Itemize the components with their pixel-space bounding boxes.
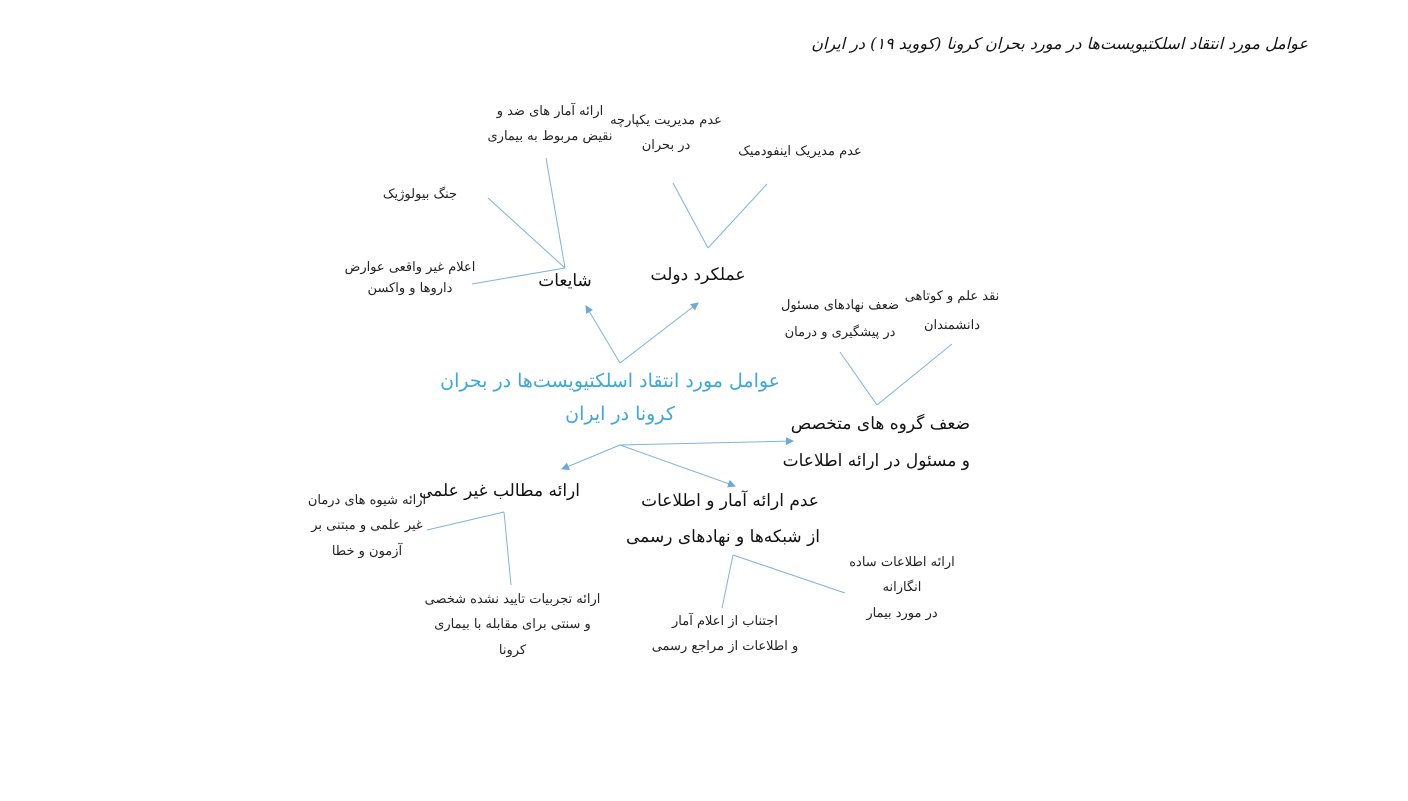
rumors-sub-statistics-line-2: نقیض مربوط به بیماری — [487, 128, 613, 144]
connector-statistics-sub1 — [722, 555, 733, 608]
connector-experts-sub2 — [877, 344, 952, 405]
government-sub-integrated-management-line-1: عدم مدیریت یکپارچه — [610, 113, 722, 128]
center-node — [440, 365, 780, 432]
rumors-sub-side-effects — [340, 258, 480, 300]
page-title: عوامل مورد انتقاد اسلکتیویست‌ها در مورد بحران کرونا (کووید ۱۹) در ایران — [811, 34, 1308, 53]
arrow-to-government — [620, 303, 698, 363]
government-sub-integrated-management — [600, 108, 732, 159]
government-sub-integrated-management-line-2: در بحران — [641, 138, 691, 154]
unscientific-sub-treatment-methods-line-1: ارائه شیوه های درمان — [307, 493, 427, 508]
statistics-node — [626, 484, 820, 555]
experts-node — [782, 406, 970, 481]
experts-sub-institutions-line-1: ضعف نهادهای مسئول — [780, 298, 900, 313]
unscientific-sub-unverified-experiences-line-3: کرونا — [498, 642, 527, 658]
government-node: عملکرد دولت — [650, 265, 746, 285]
arrow-to-rumors — [586, 306, 620, 363]
rumors-sub-side-effects-line-1: اعلام غیر واقعی عوارض — [344, 260, 476, 275]
statistics-node-line-1: عدم ارائه آمار و اطلاعات — [641, 491, 819, 511]
experts-node-line-1: ضعف گروه های متخصص — [790, 414, 970, 434]
statistics-sub-simplistic-info — [842, 550, 962, 626]
unscientific-sub-unverified-experiences-line-1: ارائه تجربیات تایید نشده شخصی — [424, 592, 601, 607]
connector-experts-sub1 — [840, 352, 877, 405]
connector-government-sub1 — [673, 183, 708, 248]
rumors-sub-statistics-line-1: ارائه آمار های ضد و — [496, 104, 604, 119]
center-node-line-2: کرونا در ایران — [565, 403, 675, 426]
rumors-sub-side-effects-line-2: داروها و واکسن — [367, 280, 453, 296]
rumors-sub-biological-war: جنگ بیولوژیک — [382, 187, 458, 202]
government-sub-infodemic: عدم مدیریک اینفودمیک — [738, 144, 862, 159]
experts-node-line-2: و مسئول در ارائه اطلاعات — [782, 451, 970, 472]
statistics-sub-avoid-announcement-line-2: و اطلاعات از مراجع رسمی — [651, 639, 799, 655]
experts-sub-institutions — [772, 292, 908, 347]
connector-unscientific-sub2 — [504, 512, 511, 585]
experts-sub-scientists-line-1: نقد علم و کوتاهی — [904, 289, 1000, 304]
unscientific-sub-treatment-methods-line-2: غیر علمی و مبتنی بر — [311, 518, 423, 534]
arrow-to-statistics — [620, 445, 735, 486]
connector-rumors-sub1 — [546, 158, 565, 268]
experts-sub-scientists — [892, 283, 1012, 340]
statistics-sub-simplistic-info-line-2: انگارانه — [882, 580, 922, 596]
connector-rumors-sub2 — [488, 198, 565, 268]
statistics-node-line-2: از شبکه‌ها و نهادهای رسمی — [626, 526, 820, 547]
unscientific-sub-treatment-methods — [300, 488, 434, 564]
statistics-sub-simplistic-info-line-1: ارائه اطلاعات ساده — [849, 555, 955, 570]
unscientific-sub-unverified-experiences — [420, 587, 605, 663]
connector-government-sub2 — [708, 184, 767, 248]
statistics-sub-avoid-announcement — [650, 609, 800, 660]
connector-statistics-sub2 — [733, 555, 845, 593]
experts-sub-scientists-line-2: دانشمندان — [923, 317, 981, 333]
arrow-to-experts — [620, 441, 793, 445]
rumors-node: شایعات — [538, 271, 592, 291]
connector-unscientific-sub1 — [427, 512, 504, 530]
arrow-to-unscientific — [562, 445, 620, 469]
center-node-line-1: عوامل مورد انتقاد اسلکتیویست‌ها در بحران — [440, 370, 780, 392]
unscientific-node: ارائه مطالب غیر علمی — [419, 481, 580, 501]
statistics-sub-avoid-announcement-line-1: اجتناب از اعلام آمار — [672, 614, 778, 629]
experts-sub-institutions-line-2: در پیشگیری و درمان — [784, 325, 896, 341]
statistics-sub-simplistic-info-line-3: در مورد بیمار — [866, 605, 938, 621]
unscientific-sub-treatment-methods-line-3: آزمون و خطا — [331, 543, 403, 559]
unscientific-sub-unverified-experiences-line-2: و سنتی برای مقابله با بیماری — [434, 617, 591, 633]
